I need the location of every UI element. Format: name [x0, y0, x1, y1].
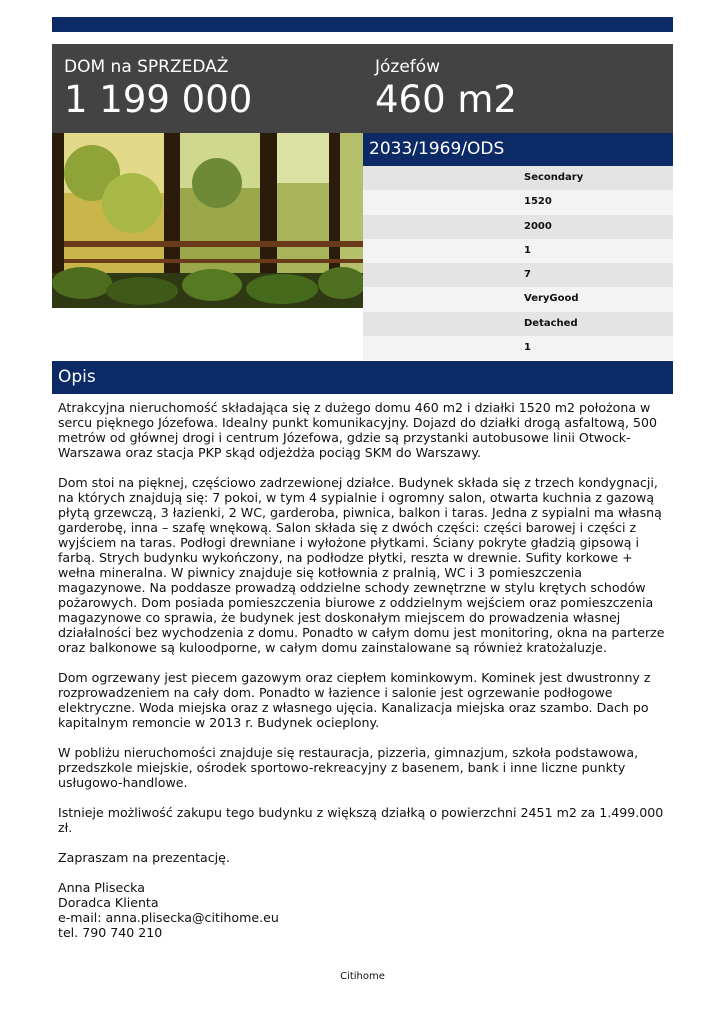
detail-row: 1	[363, 336, 673, 360]
description-paragraph: Atrakcyjna nieruchomość składająca się z dużego domu 460 m2 i działki 1520 m2 położona w sercu pięknego Józefowa. Idealny punkt komunikacyjny. Dojazd do działki drogą asfaltową, 500 metrów od głównej drogi i centrum Józefowa, gdzie są przystanki autobusowe linii Otwock-Warszawa oraz stacja PKP skąd odjeżdża pociąg SKM do Warszawy.	[58, 400, 657, 460]
contact-name: Anna Plisecka	[58, 880, 145, 895]
description	[58, 400, 670, 940]
contact-role: Doradca Klienta	[58, 895, 159, 910]
detail-row: Secondary	[363, 166, 673, 190]
detail-row: 7	[363, 263, 673, 287]
property-photo	[52, 133, 363, 308]
description-paragraph: Istnieje możliwość zakupu tego budynku z większą działką o powierzchni 2451 m2 za 1.499.000 zł.	[58, 805, 664, 835]
offer-label: DOM na SPRZEDAŻ	[64, 57, 229, 77]
listing-header	[52, 44, 673, 133]
detail-row: 2000	[363, 215, 673, 239]
description-paragraph: Dom stoi na pięknej, częściowo zadrzewionej działce. Budynek składa się z trzech kondygnacji, na których znajdują się: 7 pokoi, w tym 4 sypialnie i ogromny salon, otwarta kuchnia z gazową płytą grzewczą, 3 łazienki, 2 WC, garderoba, piwnica, balkon i taras. Jedna z sypialni ma własną garderobę, inna – szafę wnękową. Salon składa się z dwóch części: części barowej i części z wyjściem na taras. Podłogi drewniane i wyłożone płytkami. Ściany pokryte gładzią gipsową i farbą. Strych budynku wykończony, na podłodze płytki, reszta w drewnie. Sufity korkowe + wełna mineralna. W piwnicy znajduje się kotłownia z pralnią, WC i 3 pomieszczenia magazynowe. Na poddasze prowadzą oddzielne schody zewnętrzne w stylu krętych schodów pożarowych. Dom posiada pomieszczenia biurowe z oddzielnym wejściem oraz pomieszczenia magazynowe co sprawia, że budynek jest doskonałym miejscem do prowadzenia własnej działalności bez wychodzenia z domu. Ponadto w całym domu jest monitoring, okna na parterze oraz balkonowe są kuloodporne, w całym domu zainstalowane są również kratożaluzje.	[58, 475, 665, 655]
detail-row: Detached	[363, 312, 673, 336]
footer-brand: Citihome	[340, 971, 385, 982]
reference-number: 2033/1969/ODS	[363, 133, 673, 166]
details-table	[363, 166, 673, 360]
price: 1 199 000	[64, 78, 253, 121]
contact-email[interactable]: e-mail: anna.plisecka@citihome.eu	[58, 910, 279, 925]
section-title: Opis	[52, 361, 673, 394]
detail-row: 1520	[363, 190, 673, 214]
location: Józefów	[375, 57, 441, 77]
area: 460 m2	[375, 78, 517, 121]
header-right	[375, 56, 517, 122]
detail-row: VeryGood	[363, 287, 673, 311]
description-paragraph: W pobliżu nieruchomości znajduje się restauracja, pizzeria, gimnazjum, szkoła podstawowa, przedszkole miejskie, ośrodek sportowo-rekreacyjny z basenem, bank i inne liczne punkty usługowo-handlowe.	[58, 745, 639, 790]
contact-block	[58, 880, 670, 940]
top-accent-bar	[52, 17, 673, 32]
property-photo-image	[52, 133, 363, 308]
description-paragraph: Zapraszam na prezentację.	[58, 850, 230, 865]
contact-phone[interactable]: tel. 790 740 210	[58, 925, 163, 940]
header-left	[64, 56, 252, 122]
description-paragraph: Dom ogrzewany jest piecem gazowym oraz ciepłem kominkowym. Kominek jest dwustronny z rozprowadzeniem na cały dom. Ponadto w łazience i salonie jest ogrzewanie podłogowe elektryczne. Woda miejska oraz z własnego ujęcia. Kanalizacja miejska oraz szambo. Dach po kapitalnym remoncie w 2013 r. Budynek ocieplony.	[58, 670, 651, 730]
detail-row: 1	[363, 239, 673, 263]
